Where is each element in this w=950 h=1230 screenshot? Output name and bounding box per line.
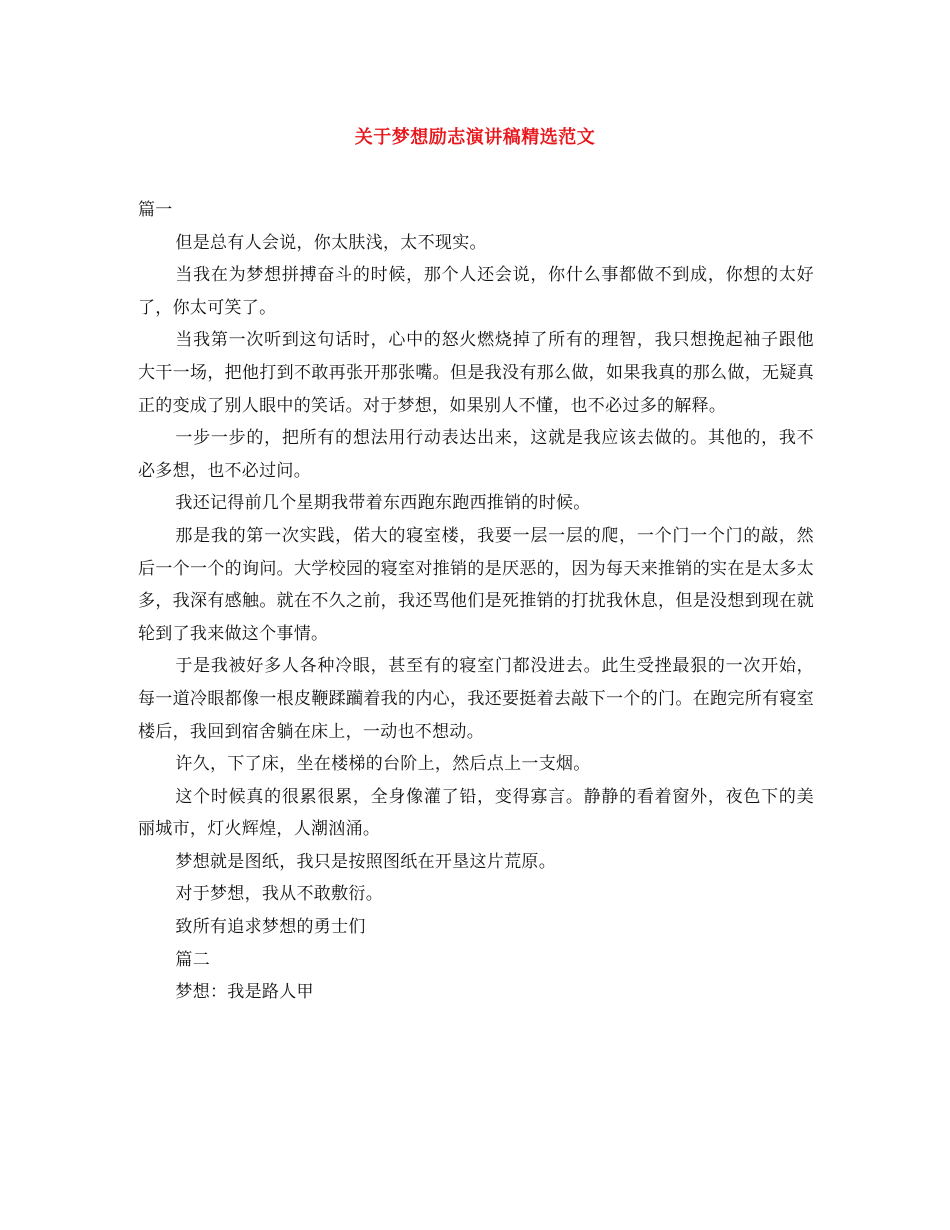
paragraph: 于是我被好多人各种冷眼，甚至有的寝室门都没进去。此生受挫最狠的一次开始，每一道冷眼都像一根皮鞭蹂躏着我的内心，我还要挺着去敲下一个的门。在跑完所有寝室楼后，我回到宿舍躺在床上，一动也不想动。: [138, 656, 814, 742]
paragraph: 致所有追求梦想的勇士们: [175, 917, 366, 938]
paragraph: 一步一步的，把所有的想法用行动表达出来，这就是我应该去做的。其他的，我不必多想，也不必过问。: [138, 428, 814, 481]
paragraph: 梦想就是图纸，我只是按照图纸在开垦这片荒原。: [175, 851, 556, 872]
paragraph: 那是我的第一次实践，偌大的寝室楼，我要一层一层的爬，一个门一个门的敲，然后一个一个的询问。大学校园的寝室对推销的是厌恶的，因为每天来推销的实在是太多太多，我深有感触。就在不久之前，我还骂他们是死推销的打扰我休息，但是没想到现在就轮到了我来做这个事情。: [138, 525, 814, 644]
section-heading: 篇一: [138, 200, 173, 220]
paragraph: 当我在为梦想拼搏奋斗的时候，那个人还会说，你什么事都做不到成，你想的太好了，你太可笑了。: [138, 265, 814, 318]
paragraph: 我还记得前几个星期我带着东西跑东跑西推销的时候。: [175, 493, 591, 514]
paragraph: 对于梦想，我从不敢敷衍。: [175, 884, 383, 905]
document-body: [138, 194, 814, 1009]
paragraph: 这个时候真的很累很累，全身像灌了铅，变得寡言。静静的看着窗外，夜色下的美丽城市，灯火辉煌，人潮汹涌。: [138, 786, 814, 840]
document-title: 关于梦想励志演讲稿精选范文: [354, 127, 596, 148]
paragraph: 当我第一次听到这句话时，心中的怒火燃烧掉了所有的理智，我只想挽起袖子跟他大干一场，把他打到不敢再张开那张嘴。但是我没有那么做，如果我真的那么做，无疑真正的变成了别人眼中的笑话。对于梦想，如果别人不懂，也不必过多的解释。: [138, 330, 814, 416]
paragraph: 梦想：我是路人甲: [175, 982, 314, 1003]
paragraph: 许久，下了床，坐在楼梯的台阶上，然后点上一支烟。: [175, 754, 591, 775]
paragraph: 但是总有人会说，你太肤浅，太不现实。: [175, 232, 487, 253]
section-heading: 篇二: [175, 949, 210, 970]
